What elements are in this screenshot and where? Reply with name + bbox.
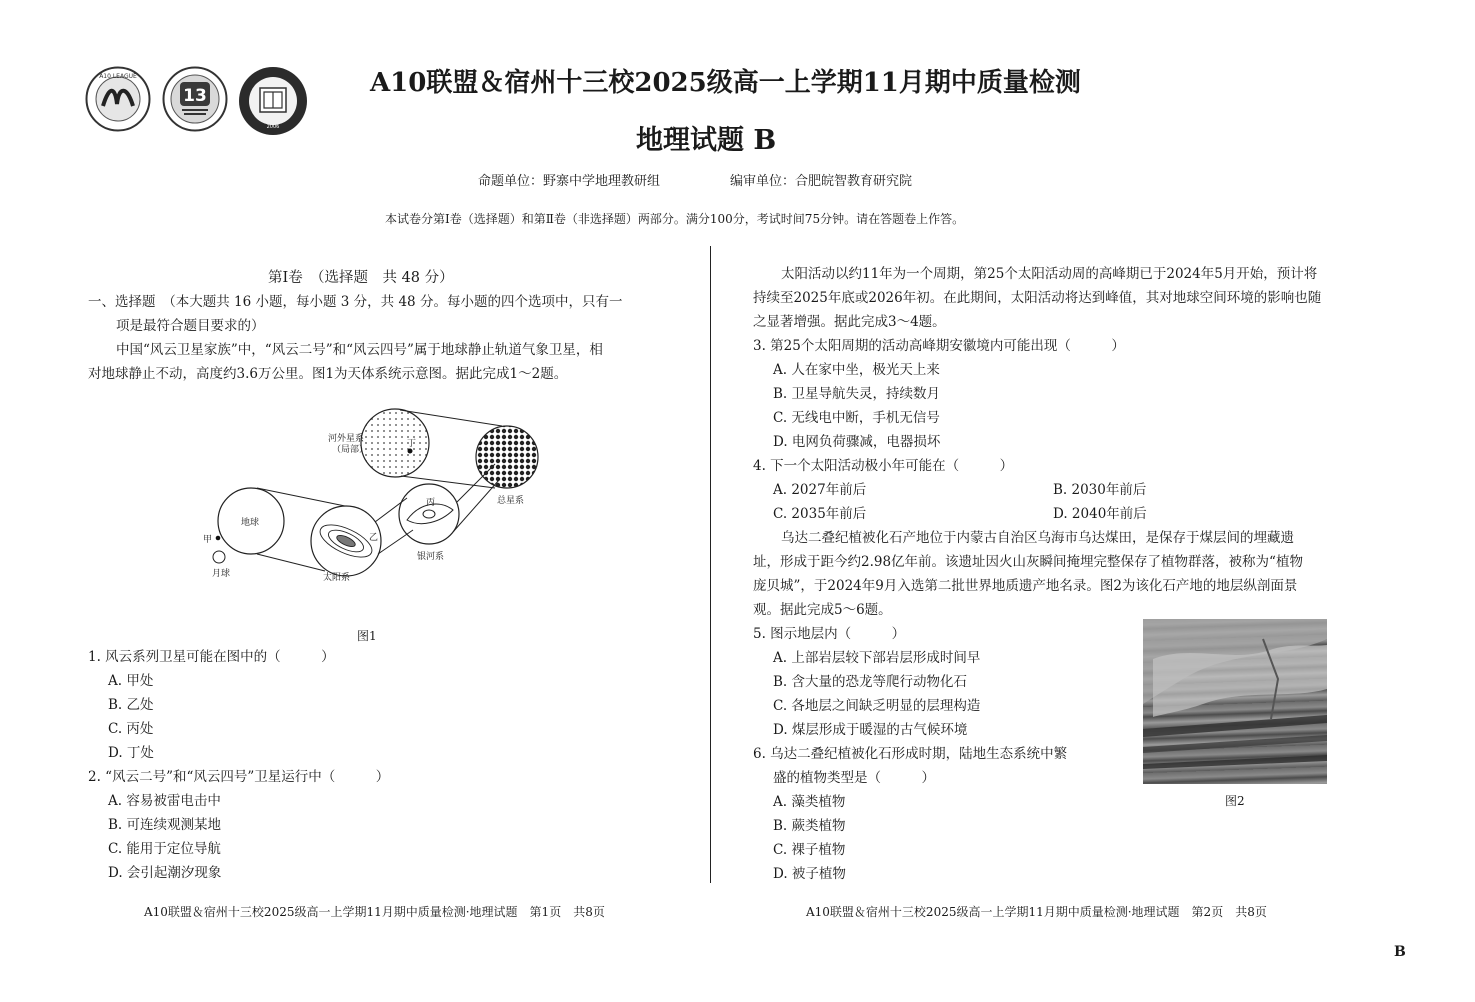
- q6-option-c: C. 裸子植物: [773, 842, 846, 858]
- figure-2-caption: 图2: [1225, 794, 1245, 808]
- author-unit: 命题单位：野寨中学地理教研组: [478, 174, 661, 189]
- q4-options-row-1: [753, 478, 1333, 502]
- other-galaxy-label: 河外星系: [328, 434, 365, 444]
- footer-page-2: A10联盟＆宿州十三校2025级高一上学期11月期中质量检测·地理试题 第2页 共8页: [806, 905, 1267, 919]
- other-galaxy-sub-label: （局部）: [332, 445, 369, 455]
- question-2: 2. “风云二号”和“风云四号”卫星运行中（ ）: [88, 769, 390, 785]
- moon-circle: [213, 551, 225, 563]
- passage-2-line-2: 址，形成于距今约2.98亿年前。该遗址因火山灰瞬间掩埋完整保存了植物群落，被称为“植物: [753, 554, 1303, 570]
- galaxy-label: 银河系: [417, 552, 445, 562]
- column-divider: [710, 246, 711, 883]
- q6-option-b: B. 蕨类植物: [773, 818, 846, 834]
- left-questions: [88, 645, 688, 885]
- earth-label: 地球: [241, 518, 260, 528]
- question-5: 5. 图示地层内（ ）: [753, 626, 906, 642]
- question-1: 1. 风云系列卫星可能在图中的（ ）: [88, 649, 335, 665]
- q2-option-a: A. 容易被雷电击中: [108, 793, 221, 809]
- svg-text:A10 LEAGUE: A10 LEAGUE: [99, 73, 137, 80]
- q3-option-c: C. 无线电中断，手机无信号: [773, 410, 940, 426]
- passage-2-line-3: 庞贝城”，于2024年9月入选第二批世界地质遗产地名录。图2为该化石产地的地层纵剖面景: [753, 578, 1298, 594]
- moon-label: 月球: [212, 569, 231, 579]
- q3-option-d: D. 电网负荷骤减，电器损坏: [773, 434, 941, 450]
- instruction-line-1: 一、选择题 （本大题共 16 小题，每小题 3 分，共 48 分。每小题的四个选项中，只有一: [88, 294, 623, 310]
- jia-label: 甲: [203, 535, 213, 545]
- exam-notice: 本试卷分第Ⅰ卷（选择题）和第Ⅱ卷（非选择题）两部分。满分100分，考试时间75分钟。请在答题卷上作答。: [385, 212, 965, 226]
- passage-2-line-1: 乌达二叠纪植被化石产地位于内蒙古自治区乌海市乌达煤田，是保存于煤层间的埋藏遗: [781, 530, 1294, 546]
- q6-option-d: D. 被子植物: [773, 866, 846, 882]
- svg-text:13: 13: [183, 86, 207, 106]
- yi-label: 乙: [369, 533, 379, 543]
- subject-title: 地理试题 B: [636, 125, 777, 156]
- right-column: [753, 262, 1333, 886]
- svg-text:2006: 2006: [266, 124, 280, 130]
- instruction-line-2: 项是最符合题目要求的）: [116, 318, 265, 334]
- wanzhi-education-logo: [238, 66, 304, 132]
- q4-option-b: B. 2030年前后: [1053, 482, 1147, 498]
- passage-2-line-4: 观。据此完成5～6题。: [753, 602, 892, 618]
- q1-option-d: D. 丁处: [108, 745, 154, 761]
- q4-options-row-2: [753, 502, 1333, 526]
- q1-option-c: C. 丙处: [108, 721, 154, 737]
- q4-option-d: D. 2040年前后: [1053, 506, 1147, 522]
- q3-option-a: A. 人在家中坐，极光天上来: [773, 362, 940, 378]
- q2-option-b: B. 可连续观测某地: [108, 817, 222, 833]
- total-label: 总星系: [497, 496, 525, 506]
- section-title: 第Ⅰ卷 （选择题 共 48 分）: [268, 270, 454, 286]
- a10-alliance-logo: [85, 66, 151, 132]
- q1-option-b: B. 乙处: [108, 697, 154, 713]
- suzhou-13-schools-logo: [162, 66, 228, 132]
- left-column: [88, 266, 688, 386]
- q1-option-a: A. 甲处: [108, 673, 154, 689]
- passage-1-line-2: 持续至2025年底或2026年初。在此期间，太阳活动将达到峰值，其对地球空间环境的影响也随: [753, 290, 1322, 306]
- passage-1-line-3: 之显著增强。据此完成3～4题。: [753, 314, 946, 330]
- footer-page-1: A10联盟＆宿州十三校2025级高一上学期11月期中质量检测·地理试题 第1页 共8页: [144, 905, 605, 919]
- q6-option-a: A. 藻类植物: [773, 794, 846, 810]
- q5-option-c: C. 各地层之间缺乏明显的层理构造: [773, 698, 981, 714]
- q2-option-d: D. 会引起潮汐现象: [108, 865, 222, 881]
- ding-point: [408, 449, 413, 454]
- q5-option-d: D. 煤层形成于暖湿的古气候环境: [773, 722, 968, 738]
- stem-line-2: 对地球静止不动，高度约3.6万公里。图1为天体系统示意图。据此完成1～2题。: [88, 366, 568, 382]
- extragalactic-circle: [361, 409, 429, 477]
- version-mark: B: [1394, 944, 1406, 960]
- question-4: 4. 下一个太阳活动极小年可能在（ ）: [753, 458, 1014, 474]
- universe-circle: [476, 426, 538, 488]
- q5-option-b: B. 含大量的恐龙等爬行动物化石: [773, 674, 968, 690]
- ding-label: 丁: [407, 439, 417, 449]
- jia-point: [216, 536, 221, 541]
- question-3: 3. 第25个太阳周期的活动高峰期安徽境内可能出现（ ）: [753, 338, 1125, 354]
- stem-line-1: 中国“风云卫星家族”中，“风云二号”和“风云四号”属于地球静止轨道气象卫星，相: [116, 342, 603, 358]
- solar-label: 太阳系: [323, 573, 351, 583]
- question-6-line-1: 6. 乌达二叠纪植被化石形成时期，陆地生态系统中繁: [753, 746, 1068, 762]
- q2-option-c: C. 能用于定位导航: [108, 841, 221, 857]
- rock-strata-photo: [1143, 619, 1327, 784]
- question-6-line-2: 盛的植物类型是（ ）: [773, 770, 935, 786]
- q3-option-b: B. 卫星导航失灵，持续数月: [773, 386, 941, 402]
- passage-1-line-1: 太阳活动以约11年为一个周期，第25个太阳活动周的高峰期已于2024年5月开始，预计将: [781, 266, 1318, 282]
- celestial-system-diagram: [195, 404, 555, 589]
- q4-option-c: C. 2035年前后: [773, 506, 867, 522]
- q4-option-a: A. 2027年前后: [773, 482, 867, 498]
- q5-option-a: A. 上部岩层较下部岩层形成时间早: [773, 650, 981, 666]
- figure-1-caption: 图1: [357, 629, 377, 643]
- review-unit: 编审单位：合肥皖智教育研究院: [730, 174, 913, 189]
- bing-label: 丙: [426, 498, 436, 508]
- exam-title: A10联盟＆宿州十三校2025级高一上学期11月期中质量检测: [370, 68, 1081, 98]
